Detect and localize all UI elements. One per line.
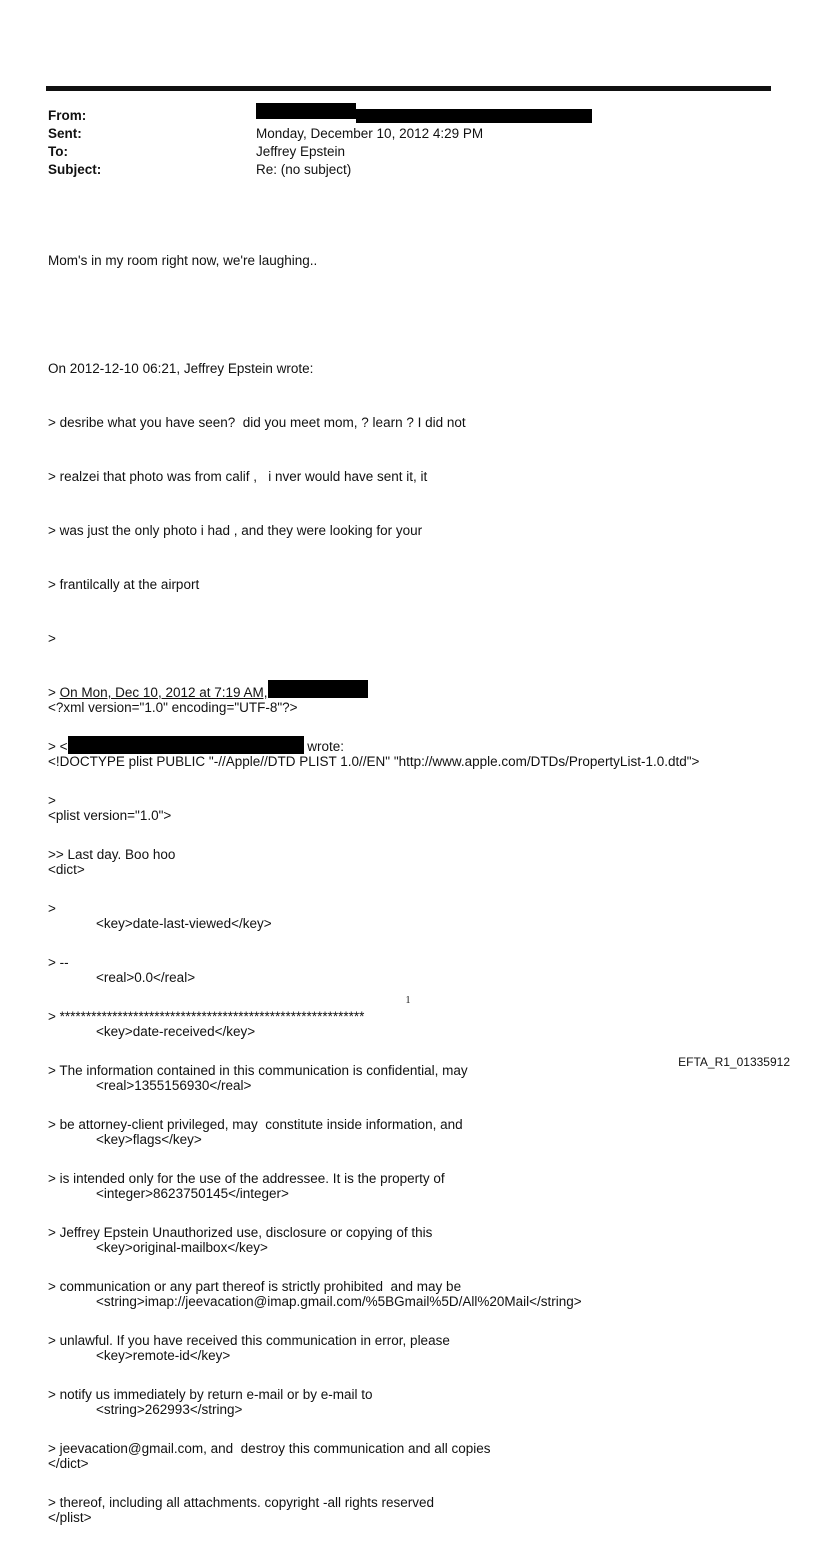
from-row [48, 107, 592, 125]
xml-line: <string>262993</string> [96, 1402, 243, 1417]
disclaimer-line: > Jeffrey Epstein Unauthorized use, disclosure or copying of this [48, 1225, 433, 1240]
quoted-line: > desribe what you have seen? did you meet mom, ? learn ? I did not [48, 415, 466, 430]
quoted-line: > ********************************************************** [48, 1009, 365, 1024]
quoted-line: > -- [48, 955, 69, 970]
xml-line: <string>imap://jeevacation@imap.gmail.com/%5BGmail%5D/All%20Mail</string> [96, 1294, 582, 1309]
xml-line: <key>date-received</key> [96, 1024, 256, 1039]
disclaimer-line: > jeevacation@gmail.com, and destroy this communication and all copies [48, 1441, 491, 1456]
redaction-box [356, 109, 592, 123]
quoted-line: > [48, 631, 56, 646]
xml-line: <key>date-last-viewed</key> [96, 916, 272, 931]
sent-row [48, 125, 592, 143]
quote-prefix: > < [48, 739, 68, 754]
xml-line: </plist> [48, 1510, 92, 1525]
wrote-text: wrote: [303, 739, 345, 754]
quoted-date-link: On Mon, Dec 10, 2012 at 7:19 AM, [59, 685, 268, 700]
body-line: On 2012-12-10 06:21, Jeffrey Epstein wrote: [48, 361, 314, 376]
xml-line: <real>0.0</real> [96, 970, 196, 985]
xml-line: <dict> [48, 862, 85, 877]
quoted-line: > frantilcally at the airport [48, 577, 200, 592]
disclaimer-line: > communication or any part thereof is strictly prohibited and may be [48, 1279, 462, 1294]
xml-line: <integer>8623750145</integer> [96, 1186, 289, 1201]
disclaimer-line: > be attorney-client privileged, may constitute inside information, and [48, 1117, 463, 1132]
quoted-line: > realzei that photo was from calif , i nver would have sent it, it [48, 469, 428, 484]
disclaimer-line: > unlawful. If you have received this communication in error, please [48, 1333, 450, 1348]
to-row [48, 143, 592, 161]
from-value [256, 107, 592, 125]
sent-label: Sent: [48, 126, 82, 141]
header-rule [46, 86, 771, 91]
subject-label: Subject: [48, 162, 102, 177]
xml-line: <?xml version="1.0" encoding="UTF-8"?> [48, 700, 298, 715]
disclaimer-line: > notify us immediately by return e-mail or by e-mail to [48, 1387, 373, 1402]
subject-value: Re: (no subject) [256, 162, 352, 177]
disclaimer-line: > thereof, including all attachments. copyright -all rights reserved [48, 1495, 435, 1510]
quoted-line: >> Last day. Boo hoo [48, 847, 176, 862]
xml-line: <key>flags</key> [96, 1132, 202, 1147]
from-label: From: [48, 108, 87, 123]
quoted-line: > was just the only photo i had , and they were looking for your [48, 523, 423, 538]
body-line: Mom's in my room right now, we're laughing.. [48, 253, 318, 268]
page-number: 1 [405, 995, 411, 1006]
plist-xml [48, 663, 699, 1545]
quoted-line: > [48, 901, 56, 916]
quote-prefix: > [48, 685, 60, 700]
xml-line: <real>1355156930</real> [96, 1078, 252, 1093]
bates-number: EFTA_R1_01335912 [678, 1055, 790, 1069]
disclaimer-line: > The information contained in this communication is confidential, may [48, 1063, 468, 1078]
xml-line: <key>remote-id</key> [96, 1348, 231, 1363]
to-value: Jeffrey Epstein [256, 144, 346, 159]
xml-line: <key>original-mailbox</key> [96, 1240, 268, 1255]
quoted-line: > [48, 793, 56, 808]
xml-line: <!DOCTYPE plist PUBLIC "-//Apple//DTD PLIST 1.0//EN" "http://www.apple.com/DTDs/PropertyList-1.0.dtd"> [48, 754, 700, 769]
to-label: To: [48, 144, 68, 159]
xml-line: </dict> [48, 1456, 89, 1471]
subject-row [48, 161, 592, 179]
email-header [48, 107, 592, 179]
redaction-box [256, 103, 356, 119]
sent-value: Monday, December 10, 2012 4:29 PM [256, 126, 484, 141]
disclaimer-line: > is intended only for the use of the addressee. It is the property of [48, 1171, 445, 1186]
blank-line [48, 306, 491, 324]
xml-line: <plist version="1.0"> [48, 808, 172, 823]
